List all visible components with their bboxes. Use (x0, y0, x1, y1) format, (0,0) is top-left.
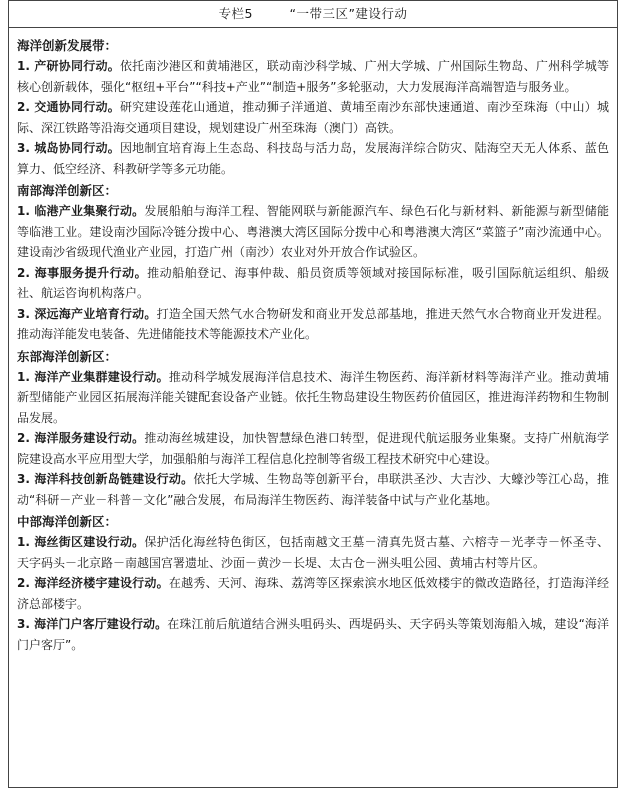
action-item-text: 依托南沙港区和黄埔港区，联动南沙科学城、广州大学城、广州国际生物岛、广州科学城等核心创新载体，强化“枢纽+平台”“科技+产业”“制造+服务”多轮驱动，大力发展海洋高端智造与服务业。 (17, 59, 609, 94)
action-item-lead: 2. 海洋服务建设行动。 (17, 431, 145, 445)
section-title: 东部海洋创新区： (17, 348, 118, 364)
action-item (17, 138, 609, 179)
action-item (17, 367, 609, 429)
action-item-lead: 3. 深远海产业培育行动。 (17, 306, 157, 321)
action-item (17, 263, 609, 304)
action-item-lead: 1. 产研协同行动。 (17, 59, 120, 73)
action-item-text: 在越秀、天河、海珠、荔湾等区探索滨水地区低效楼宇的微改造路径，打造海洋经济总部楼宇。 (17, 576, 609, 611)
feature-box-table (8, 0, 618, 788)
action-item-text: 因地制宜培育海上生态岛、科技岛与活力岛，发展海洋综合防灾、陆海空天无人体系、蓝色算力、低空经济、科教研学等多元功能。 (17, 141, 609, 176)
action-item-text: 在珠江前后航道结合洲头咀码头、西堤码头、天字码头等策划海船入城，建设“海洋门户客厅”。 (17, 617, 609, 652)
action-item (17, 97, 609, 138)
box-header (9, 1, 617, 28)
action-item (17, 304, 609, 345)
action-item (17, 56, 609, 97)
action-item-text: 依托大学城、生物岛等创新平台，串联洪圣沙、大吉沙、大蠔沙等江心岛，推动“科研－产业－科普－文化”融合发展，布局海洋生物医药、海洋装备中试与产业化基地。 (17, 472, 609, 507)
action-item-lead: 1. 海丝街区建设行动。 (17, 535, 145, 549)
box-title: “一带三区”建设行动 (289, 6, 408, 21)
action-item-lead: 2. 海事服务提升行动。 (17, 265, 148, 280)
column-number: 专栏5 (218, 6, 253, 21)
section-title: 中部海洋创新区： (17, 514, 118, 529)
action-item-lead: 3. 城岛协同行动。 (17, 141, 120, 155)
action-item-lead: 1. 海洋产业集群建设行动。 (17, 369, 169, 384)
action-item-text: 研究建设莲花山通道，推动狮子洋通道、黄埔至南沙东部快速通道、南沙至珠海（中山）城际、深江铁路等沿海交通项目建设，规划建设广州至珠海（澳门）高铁。 (17, 100, 609, 135)
action-item (17, 428, 609, 469)
action-item (17, 573, 609, 614)
action-item-text: 推动科学城发展海洋信息技术、海洋生物医药、海洋新材料等海洋产业。推动黄埔新型储能产业园区拓展海洋能关键配套设备产业链。依托生物岛建设生物医药价值园区，推进海洋药物和生物制品发展。 (17, 369, 609, 425)
action-item-lead: 3. 海洋科技创新岛链建设行动。 (17, 472, 194, 486)
action-item-lead: 2. 海洋经济楼宇建设行动。 (17, 576, 169, 590)
action-item-lead: 3. 海洋门户客厅建设行动。 (17, 617, 168, 631)
box-body (9, 28, 617, 655)
action-item-lead: 1. 临港产业集聚行动。 (17, 204, 145, 218)
action-item-lead: 2. 交通协同行动。 (17, 100, 120, 114)
action-item-text: 保护活化海丝特色街区，包括南越文王墓－清真先贤古墓、六榕寺－光孝寺－怀圣寺、天字码头－北京路－南越国宫署遗址、沙面－黄沙－长堤、太古仓－洲头咀公园、黄埔古村等片区。 (17, 535, 609, 570)
action-item-text: 推动海丝城建设，加快智慧绿色港口转型，促进现代航运服务业集聚。支持广州航海学院建设高水平应用型大学，加强船舶与海洋工程信息化控制等省级工程技术研究中心建设。 (17, 431, 609, 466)
action-item-text: 推动船舶登记、海事仲裁、船员资质等领域对接国际标准，吸引国际航运组织、船级社、航运咨询机构落户。 (17, 265, 609, 300)
section-title: 南部海洋创新区： (17, 183, 118, 198)
action-item-text: 打造全国天然气水合物研发和商业开发总部基地，推进天然气水合物商业开发进程。推动海洋能发电装备、先进储能技术等能源技术产业化。 (17, 306, 609, 341)
action-item (17, 532, 609, 573)
action-item-text: 发展船舶与海洋工程、智能网联与新能源汽车、绿色石化与新材料、新能源与新型储能等临港工业。建设南沙国际冷链分拨中心、粤港澳大湾区国际分拨中心和粤港澳大湾区“菜篮子”南沙流通中心。建设南沙省级现代渔业产业园，打造广州（南沙）农业对外开放合作试验区。 (17, 204, 609, 259)
action-item (17, 201, 609, 263)
action-item (17, 469, 609, 510)
action-item (17, 614, 609, 655)
section-title: 海洋创新发展带： (17, 38, 118, 53)
